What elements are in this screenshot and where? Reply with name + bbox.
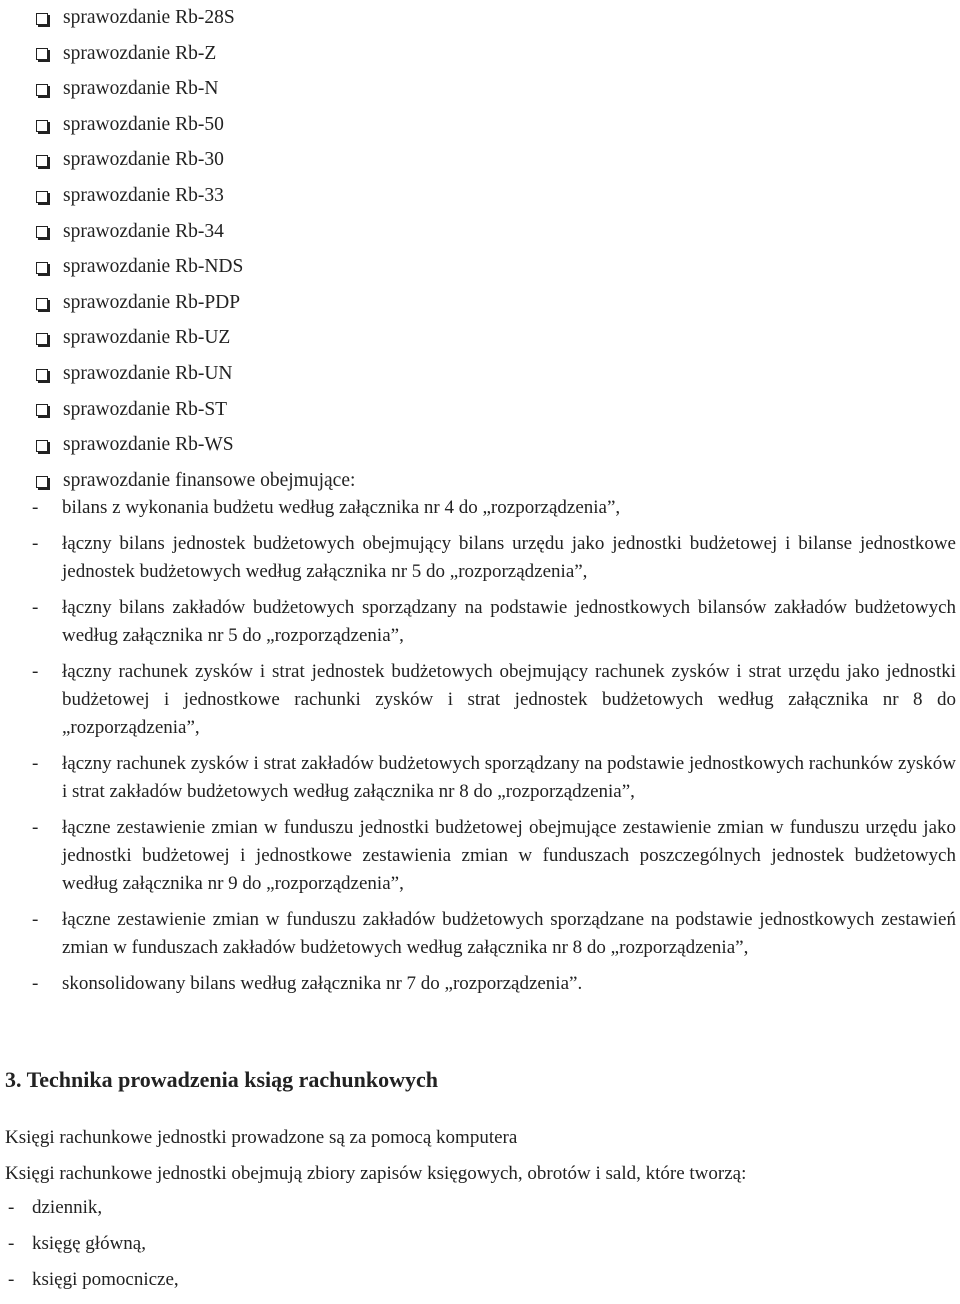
list-item: - skonsolidowany bilans według załącznika nr 7 do „rozporządzenia”. (0, 970, 960, 998)
checklist-item: sprawozdanie finansowe obejmujące: (36, 463, 936, 499)
dash-marker: - (32, 817, 39, 838)
list-item: - łączny rachunek zysków i strat jednostek budżetowych obejmujący rachunek zysków i strat urzędu jako jednostki budżetowej i jednostkowe rachunki zysków i strat jednostek budżetowych według załącznika nr 8 do „rozporządzenia”, (0, 658, 960, 742)
checkbox-icon (36, 476, 48, 488)
checklist-item: sprawozdanie Rb-NDS (36, 249, 936, 285)
checklist-item: sprawozdanie Rb-ST (36, 392, 936, 428)
dash-marker: - (8, 1197, 15, 1218)
dash-marker: - (32, 661, 39, 682)
checklist-item: sprawozdanie Rb-33 (36, 178, 936, 214)
list-item: - łączny bilans jednostek budżetowych obejmujący bilans urzędu jako jednostki budżetowej i bilanse jednostkowe jednostek budżetowych według załącznika nr 5 do „rozporządzenia”, (0, 530, 960, 586)
section-heading: 3. Technika prowadzenia ksiąg rachunkowych (5, 1067, 438, 1092)
checklist-item: sprawozdanie Rb-34 (36, 214, 936, 250)
checkbox-icon (36, 191, 48, 203)
checkbox-icon (36, 333, 48, 345)
paragraph-computer: Księgi rachunkowe jednostki prowadzone są za pomocą komputera (5, 1127, 518, 1148)
checklist-item: sprawozdanie Rb-Z (36, 36, 936, 72)
list-item: - łączne zestawienie zmian w funduszu zakładów budżetowych sporządzane na podstawie jednostkowych zestawień zmian w funduszach zakładów budżetowych według załącznika nr 8 do „rozporządzenia”, (0, 906, 960, 962)
checkbox-icon (36, 120, 48, 132)
checklist-item: sprawozdanie Rb-30 (36, 142, 936, 178)
checklist-item: sprawozdanie Rb-WS (36, 427, 936, 463)
checklist-item: sprawozdanie Rb-50 (36, 107, 936, 143)
list-item: - dziennik, (8, 1197, 103, 1218)
checkbox-icon (36, 48, 48, 60)
checkbox-icon (36, 226, 48, 238)
checklist-item: sprawozdanie Rb-PDP (36, 285, 936, 321)
dash-marker: - (32, 533, 39, 554)
list-item: - księgę główną, (8, 1233, 146, 1254)
report-checklist (36, 0, 936, 498)
checkbox-icon (36, 404, 48, 416)
checkbox-icon (36, 84, 48, 96)
list-item: - łączny rachunek zysków i strat zakładów budżetowych sporządzany na podstawie jednostkowych rachunków zysków i strat zakładów budżetowych według załącznika nr 8 do „rozporządzenia”, (0, 750, 960, 806)
list-item: - bilans z wykonania budżetu według załącznika nr 4 do „rozporządzenia”, (0, 494, 960, 522)
dash-marker: - (32, 973, 39, 994)
list-item: - łączne zestawienie zmian w funduszu jednostki budżetowej obejmujące zestawienie zmian w funduszu urzędu jako jednostki budżetowej i jednostkowe zestawienia zmian w funduszach poszczególnych jednostek budżetowych według załącznika nr 9 do „rozporządzenia”, (0, 814, 960, 898)
checkbox-icon (36, 13, 48, 25)
checkbox-icon (36, 369, 48, 381)
dash-marker: - (32, 597, 39, 618)
checkbox-icon (36, 262, 48, 274)
checkbox-icon (36, 440, 48, 452)
checklist-item: sprawozdanie Rb-N (36, 71, 936, 107)
dash-marker: - (8, 1269, 15, 1290)
checkbox-icon (36, 298, 48, 310)
list-item: - księgi pomocnicze, (8, 1269, 179, 1290)
dash-marker: - (32, 753, 39, 774)
dash-marker: - (32, 497, 39, 518)
dash-marker: - (32, 909, 39, 930)
financial-statement-list (0, 494, 960, 998)
checklist-item: sprawozdanie Rb-UN (36, 356, 936, 392)
list-item: - łączny bilans zakładów budżetowych sporządzany na podstawie jednostkowych bilansów zakładów budżetowych według załącznika nr 5 do „rozporządzenia”, (0, 594, 960, 650)
paragraph-books-scope: Księgi rachunkowe jednostki obejmują zbiory zapisów księgowych, obrotów i sald, które tworzą: (5, 1163, 747, 1184)
checklist-item: sprawozdanie Rb-28S (36, 0, 936, 36)
dash-marker: - (8, 1233, 15, 1254)
books-list (0, 1196, 600, 1304)
checklist-item: sprawozdanie Rb-UZ (36, 320, 936, 356)
checkbox-icon (36, 155, 48, 167)
